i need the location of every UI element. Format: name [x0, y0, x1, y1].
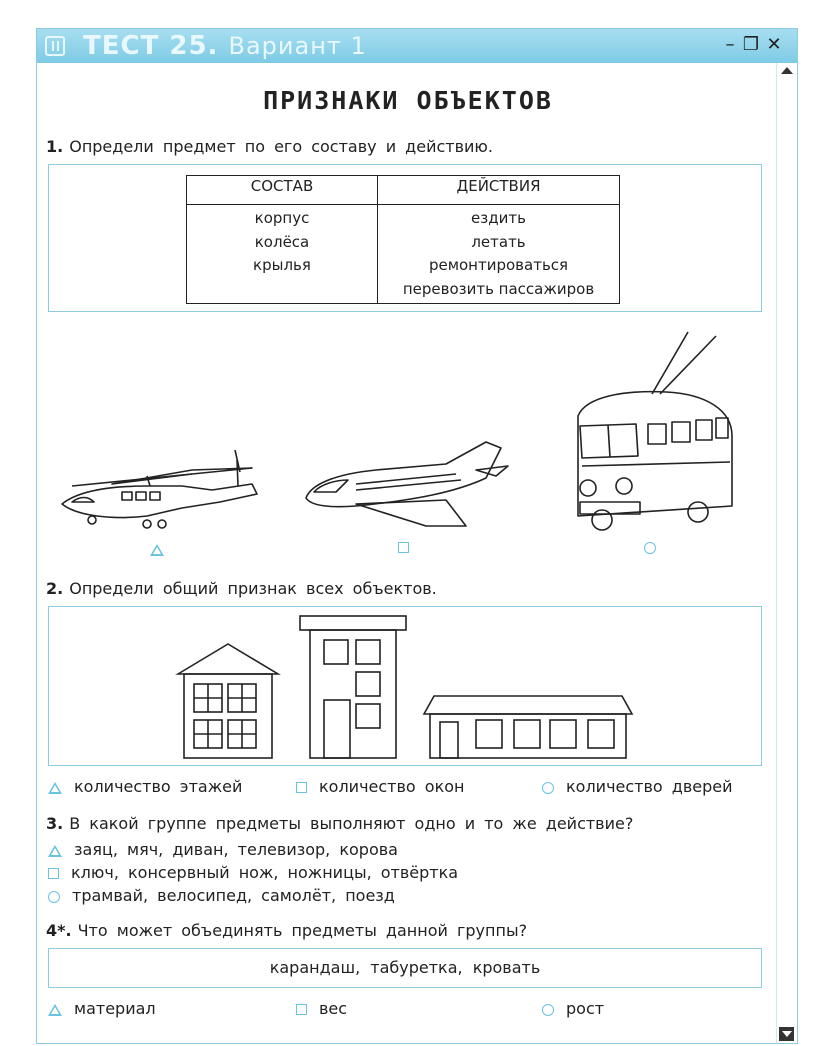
question-number: 2.: [46, 579, 64, 598]
q2-option-3[interactable]: [542, 777, 733, 796]
option-label: материал: [74, 999, 156, 1018]
q4-option-2[interactable]: [296, 999, 347, 1018]
action-item: ездить: [471, 209, 526, 227]
action-item: летать: [471, 232, 526, 251]
q3-option-2[interactable]: [48, 863, 458, 882]
composition-item: колёса: [254, 232, 310, 251]
window-title: [83, 31, 367, 61]
close-button[interactable]: ✕: [766, 34, 782, 55]
question-number: 1.: [46, 137, 64, 156]
object-group-text: карандаш, табуретка, кровать: [269, 958, 541, 977]
action-item: перевозить пассажиров: [402, 279, 595, 298]
composition-item: крылья: [253, 256, 311, 274]
question-3: [46, 814, 633, 833]
scroll-up-arrow-icon[interactable]: [781, 67, 793, 74]
helicopter-picture[interactable]: [52, 446, 267, 536]
option-label: трамвай, велосипед, самолёт, поезд: [72, 886, 395, 905]
circle-marker-icon: [542, 782, 554, 794]
question-number: 4*.: [46, 921, 72, 940]
book-icon: [45, 36, 65, 56]
page-title: ПРИЗНАКИ ОБЪЕКТОВ: [263, 86, 553, 115]
q3-option-3[interactable]: [48, 886, 395, 905]
composition-cell: [187, 205, 378, 304]
restore-button[interactable]: ❐: [742, 34, 760, 55]
question-2: [46, 579, 437, 598]
action-item: ремонтироваться: [428, 256, 569, 274]
properties-table: [186, 175, 620, 304]
square-marker-icon: [48, 868, 59, 879]
question-4: [46, 921, 527, 940]
window-titlebar: [37, 29, 797, 63]
triangle-marker-icon: [48, 1004, 62, 1016]
q2-option-1[interactable]: [48, 777, 242, 796]
table-header-composition: СОСТАВ: [187, 176, 378, 205]
circle-marker-icon: [48, 891, 60, 903]
question-text: В какой группе предметы выполняют одно и то же действие?: [69, 814, 634, 833]
vertical-scrollbar[interactable]: [776, 63, 797, 1043]
option-label: количество дверей: [566, 777, 733, 796]
minimize-button[interactable]: –: [725, 34, 735, 55]
square-marker-icon: [296, 782, 307, 793]
option-label: количество этажей: [74, 777, 243, 796]
trolleybus-picture[interactable]: [566, 326, 738, 532]
scroll-down-arrow-icon[interactable]: [782, 1031, 792, 1037]
trolleybus-circle-marker-icon[interactable]: [644, 542, 656, 554]
option-label: ключ, консервный нож, ножницы, отвёртка: [71, 863, 459, 882]
option-label: заяц, мяч, диван, телевизор, корова: [74, 840, 398, 859]
triangle-marker-icon: [48, 782, 62, 794]
triangle-marker-icon: [48, 845, 62, 857]
question-text: Что может объединять предметы данной группы?: [77, 921, 528, 940]
question-1: [46, 137, 493, 156]
option-label: количество окон: [319, 777, 465, 796]
q4-option-1[interactable]: [48, 999, 156, 1018]
q2-option-2[interactable]: [296, 777, 465, 796]
airplane-picture[interactable]: [296, 440, 512, 532]
circle-marker-icon: [542, 1004, 554, 1016]
window-title-variant: Вариант 1: [228, 32, 367, 60]
window-title-test: ТЕСТ 25.: [83, 31, 219, 61]
airplane-square-marker-icon[interactable]: [398, 542, 409, 553]
composition-item: корпус: [254, 209, 310, 227]
question-text: Определи общий признак всех объектов.: [69, 579, 437, 598]
table-header-actions: ДЕЙСТВИЯ: [378, 176, 620, 205]
option-label: вес: [319, 999, 348, 1018]
q3-option-1[interactable]: [48, 840, 398, 859]
option-label: рост: [566, 999, 605, 1018]
question-number: 3.: [46, 814, 64, 833]
square-marker-icon: [296, 1004, 307, 1015]
buildings-picture: [170, 612, 640, 764]
helicopter-triangle-marker-icon[interactable]: [150, 544, 164, 556]
question-text: Определи предмет по его составу и действию.: [69, 137, 493, 156]
actions-cell: [378, 205, 620, 304]
q4-option-3[interactable]: [542, 999, 604, 1018]
